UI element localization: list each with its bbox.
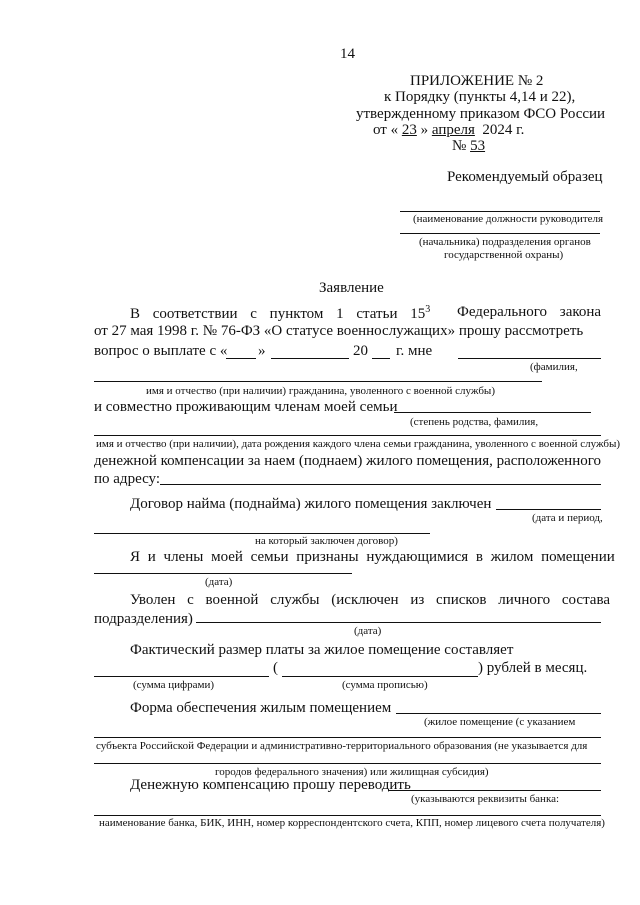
document-title: Заявление — [319, 280, 384, 296]
addressee-line-2 — [400, 233, 600, 234]
contract-period-line — [94, 533, 430, 534]
hint-contract-period: на который заключен договор) — [255, 535, 398, 547]
hint-bank-details: наименование банка, БИК, ИНН, номер корреспондентского счета, КПП, номер лицевого счета получателя) — [99, 817, 605, 829]
order-number — [452, 138, 496, 155]
family-details-line — [94, 435, 601, 436]
hint-contract-date: (дата и период, — [532, 512, 603, 524]
order-number-value: 53 — [470, 138, 486, 154]
body-line-3-start: вопрос о выплате с « — [94, 343, 228, 359]
hint-housing-form: (жилое помещение (с указанием — [424, 716, 576, 728]
body-line-3-quote: » — [258, 343, 266, 359]
addressee-line-1 — [400, 211, 600, 212]
header-date — [373, 122, 524, 139]
body-line-1-text: В соответствии с пунктом 1 статьи 15 — [130, 306, 426, 322]
hint-surname: (фамилия, — [530, 361, 578, 373]
fullname-line — [94, 381, 542, 382]
hint-subject: субъекта Российской Федерации и административно-территориального образования (не указывается для — [96, 740, 588, 752]
discharge-date-line — [196, 622, 601, 623]
bank-details-line — [94, 815, 601, 816]
subject-line — [94, 737, 601, 738]
header-line-order: к Порядку (пункты 4,14 и 22), — [384, 89, 576, 105]
order-number-prefix: № — [452, 138, 467, 154]
payment-text: Фактический размер платы за жилое помещение составляет — [130, 642, 514, 658]
article-superscript: 3 — [425, 304, 431, 315]
hint-amount-digits: (сумма цифрами) — [133, 679, 215, 691]
discharge-unit-text: подразделения) — [94, 611, 193, 627]
hint-need-date: (дата) — [205, 576, 233, 588]
contract-blank — [496, 509, 601, 510]
cities-line — [94, 763, 601, 764]
amount-words-blank — [282, 676, 478, 677]
hint-cities: городов федерального значения) или жилищная субсидия) — [215, 766, 489, 778]
need-text: Я и члены моей семьи признаны нуждающимися в жилом помещении — [130, 549, 615, 565]
address-blank — [160, 484, 601, 485]
kinship-blank — [394, 412, 591, 413]
housing-form-blank — [396, 713, 601, 714]
date-mid: » — [420, 122, 429, 138]
hint-discharge-date: (дата) — [354, 625, 382, 637]
amount-digits-blank — [94, 676, 269, 677]
hint-family-details: имя и отчество (при наличии), дата рождения каждого члена семьи гражданина, уволенного с военной службы) — [96, 438, 621, 450]
transfer-text: Денежную компенсацию прошу переводить — [130, 777, 411, 793]
body-line-2: от 27 мая 1998 г. № 76-ФЗ «О статусе военнослужащих» прошу рассмотреть — [94, 323, 584, 339]
hint-bank: (указываются реквизиты банка: — [411, 793, 560, 805]
header-line-approved: утвержденному приказом ФСО России — [356, 106, 606, 122]
date-month: апреля — [431, 122, 475, 138]
recommended-sample: Рекомендуемый образец — [447, 169, 603, 185]
date-year: 2024 г. — [482, 122, 525, 138]
day-blank — [226, 358, 256, 359]
family-members-text: и совместно проживающим членам моей семьи — [94, 399, 398, 415]
hint-head-position: (наименование должности руководителя — [413, 213, 604, 225]
body-line-1 — [130, 304, 430, 323]
hint-fullname: имя и отчество (при наличии) гражданина, уволенного с военной службы) — [146, 385, 495, 397]
hint-state-guard: государственной охраны) — [444, 249, 564, 261]
body-line-3-end: г. мне — [396, 343, 433, 359]
compensation-text: денежной компенсации за наем (поднаем) жилого помещения, расположенного — [94, 453, 602, 469]
page-number: 14 — [340, 46, 355, 62]
year-blank — [372, 358, 390, 359]
bank-blank — [388, 790, 601, 791]
hint-head-unit: (начальника) подразделения органов — [419, 236, 591, 248]
contract-text: Договор найма (поднайма) жилого помещения заключен — [130, 496, 492, 512]
need-date-line — [94, 573, 352, 574]
date-day: 23 — [401, 122, 417, 138]
appendix-title: ПРИЛОЖЕНИЕ № 2 — [410, 73, 544, 89]
surname-blank — [458, 358, 601, 359]
body-line-1-law: Федерального закона — [457, 304, 602, 320]
date-prefix: от « — [373, 122, 399, 138]
hint-kinship: (степень родства, фамилия, — [410, 416, 539, 428]
housing-form-text: Форма обеспечения жилым помещением — [130, 700, 392, 716]
amount-paren-open: ( — [273, 660, 278, 676]
discharge-text: Уволен с военной службы (исключен из списков личного состава — [130, 592, 611, 608]
month-blank — [271, 358, 349, 359]
hint-amount-words: (сумма прописью) — [342, 679, 428, 691]
body-line-3-century: 20 — [353, 343, 368, 359]
amount-tail: ) рублей в месяц. — [478, 660, 588, 676]
address-label: по адресу: — [94, 471, 161, 487]
